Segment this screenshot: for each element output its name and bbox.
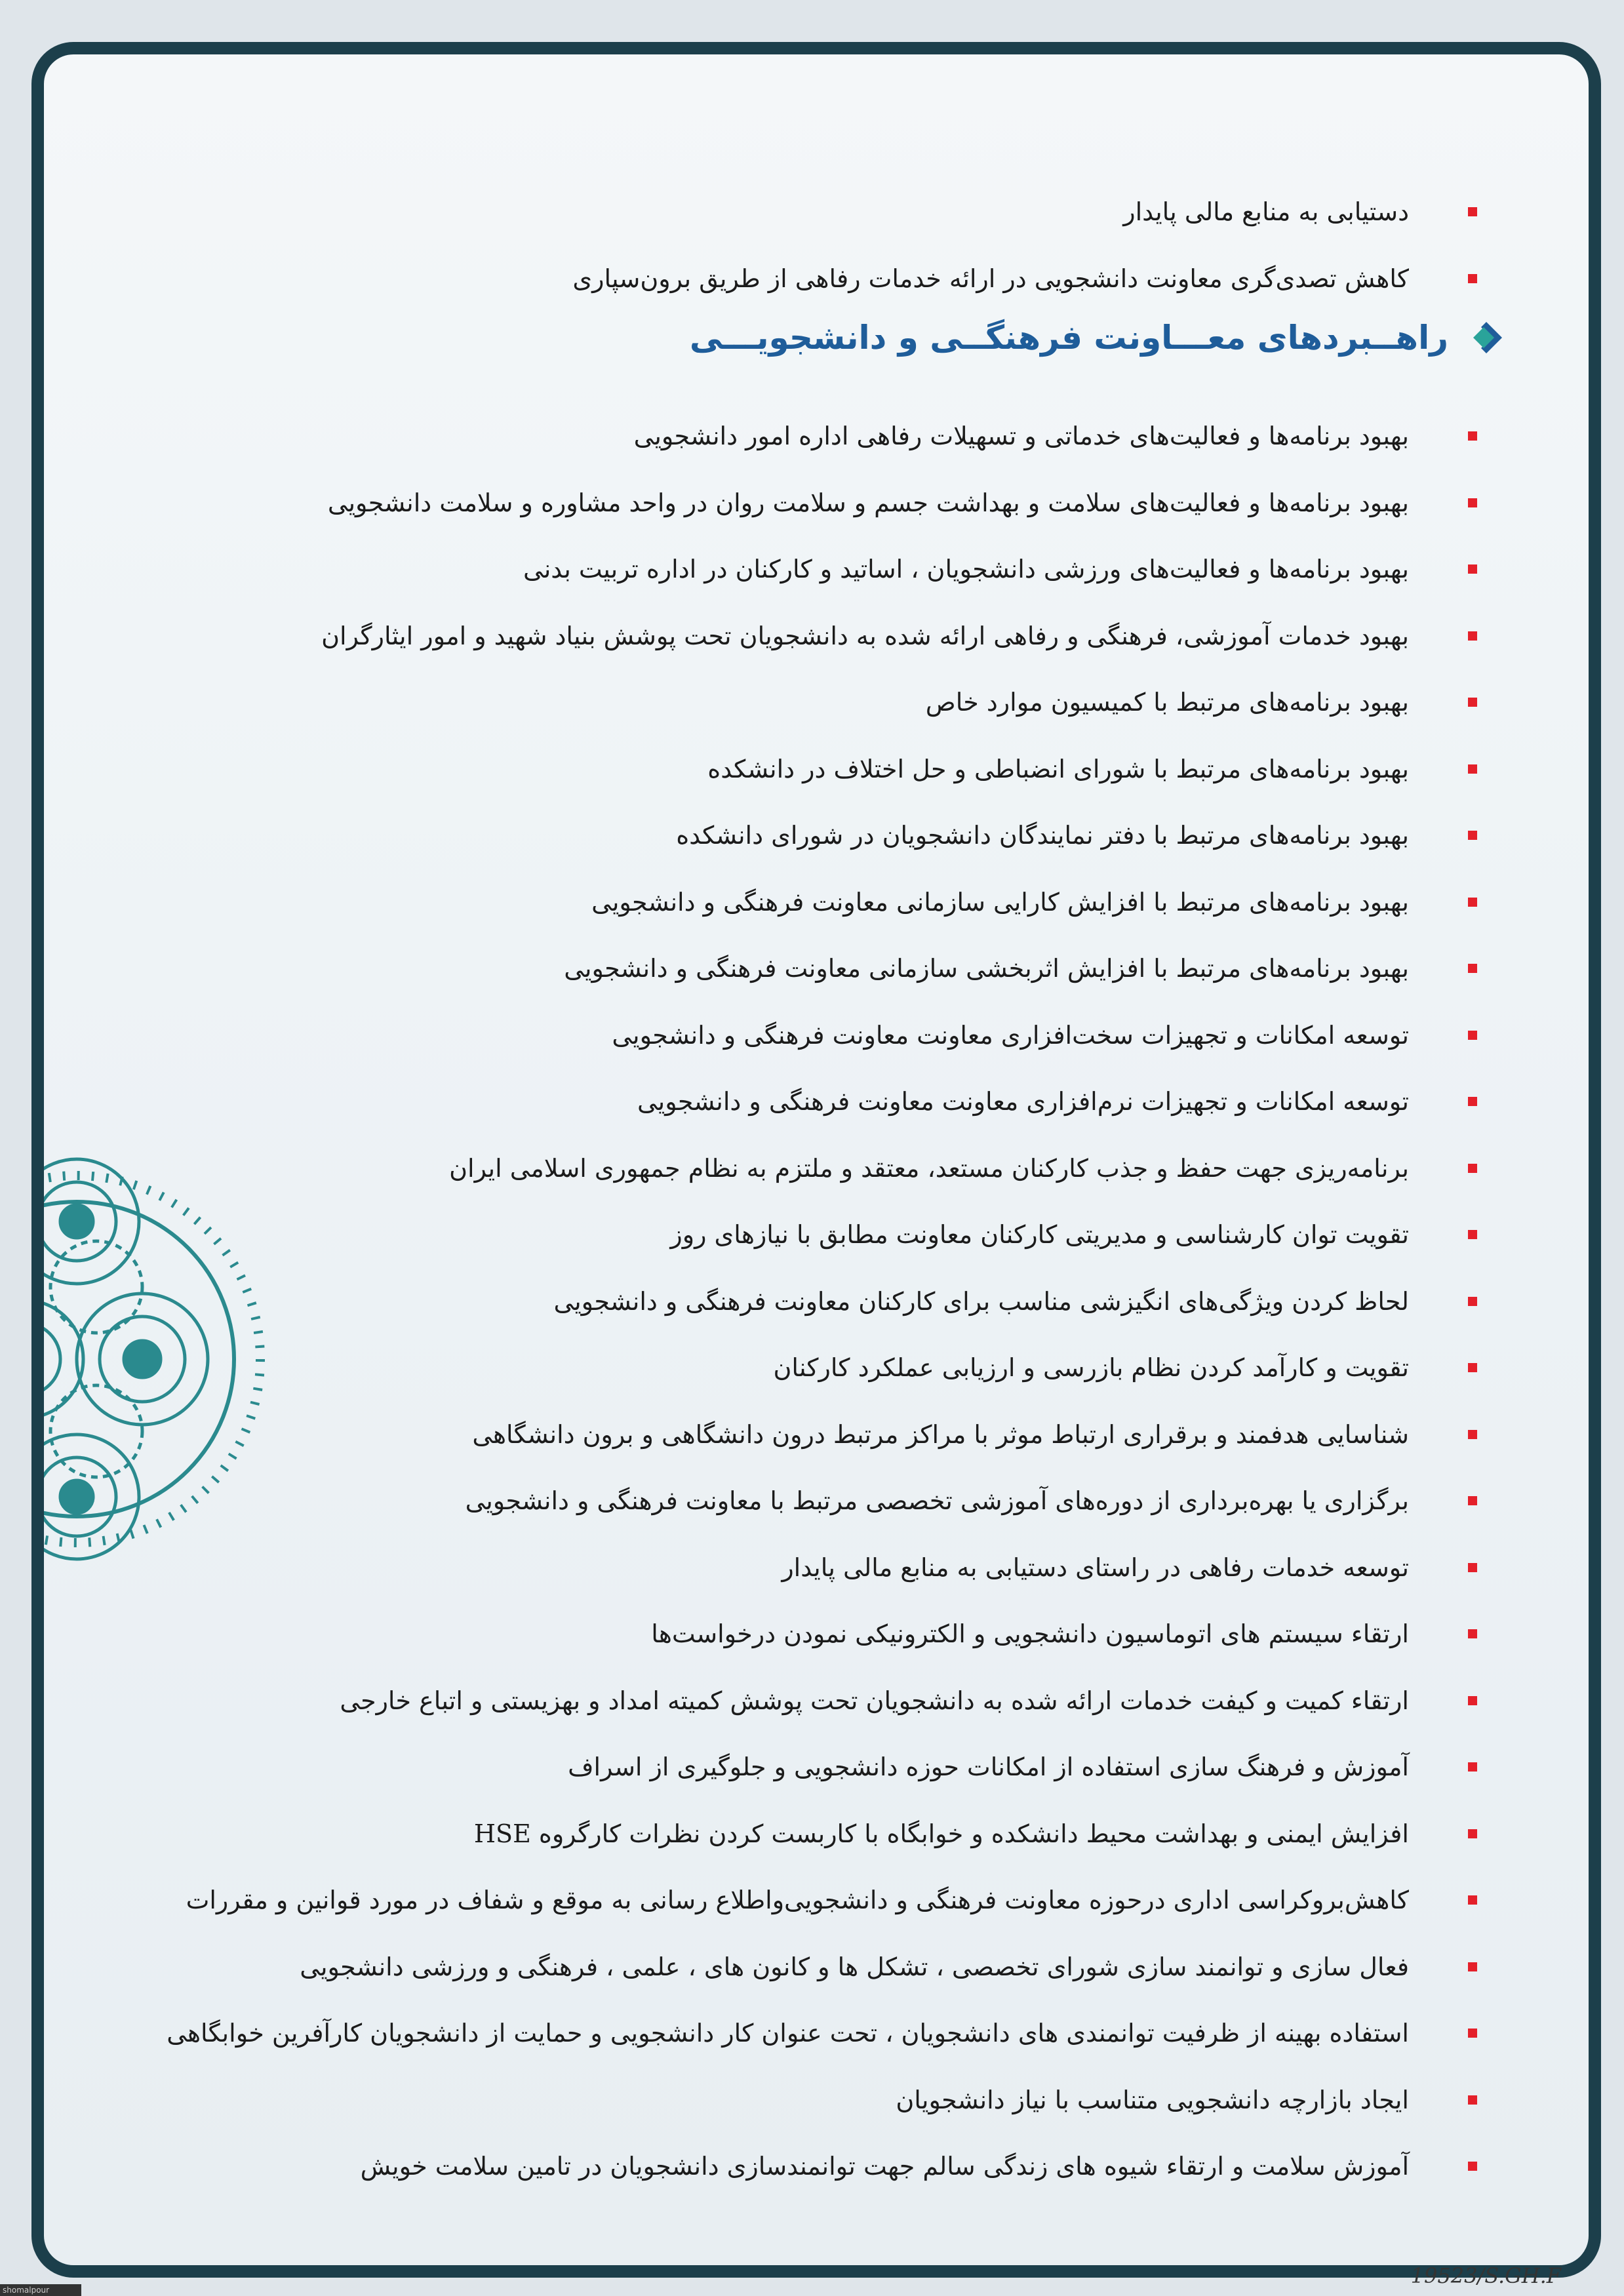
list-item xyxy=(123,1934,1477,2001)
square-bullet-icon xyxy=(1468,1496,1477,1505)
list-item xyxy=(123,669,1477,736)
list-item xyxy=(123,2067,1477,2134)
list-item xyxy=(123,1136,1477,1202)
square-bullet-icon xyxy=(1468,1629,1477,1638)
square-bullet-icon xyxy=(1468,631,1477,641)
list-item xyxy=(123,246,1477,313)
square-bullet-icon xyxy=(1468,898,1477,907)
section-heading-text: راهــبردهای معـــاونت فرهنگــی و دانشجویـــی xyxy=(689,319,1448,357)
list-item xyxy=(123,1601,1477,1668)
strategies-list xyxy=(123,403,1477,2200)
list-item xyxy=(123,1402,1477,1469)
list-item xyxy=(123,2133,1477,2200)
list-item-text: بهبود خدمات آموزشی، فرهنگی و رفاهی ارائه شده به دانشجویان تحت پوشش بنیاد شهید و امور ایثارگران xyxy=(321,621,1409,650)
list-item-text: تقویت توان کارشناسی و مدیریتی کارکنان معاونت مطابق با نیازهای روز xyxy=(670,1220,1409,1249)
list-item-text: استفاده بهینه از ظرفیت توانمندی های دانشجویان ، تحت عنوان کار دانشجویی و حمایت از دانشجویان کارآفرین خوابگاهی xyxy=(167,2019,1409,2048)
list-item-text: برنامه‌ریزی جهت حفظ و جذب کارکنان مستعد، معتقد و ملتزم به نظام جمهوری اسلامی ایران xyxy=(449,1153,1409,1183)
list-item-text: توسعه امکانات و تجهیزات سخت‌افزاری معاونت معاونت فرهنگی و دانشجویی xyxy=(612,1020,1409,1050)
list-item xyxy=(123,936,1477,1002)
intro-list xyxy=(123,179,1477,312)
square-bullet-icon xyxy=(1468,1230,1477,1239)
square-bullet-icon xyxy=(1468,964,1477,973)
square-bullet-icon xyxy=(1468,1762,1477,1771)
list-item-text: بهبود برنامه‌های مرتبط با افزایش اثربخشی سازمانی معاونت فرهنگی و دانشجویی xyxy=(564,954,1409,983)
square-bullet-icon xyxy=(1468,2095,1477,2105)
list-item xyxy=(123,2000,1477,2067)
list-item xyxy=(123,1535,1477,1602)
list-item-text: لحاظ کردن ویژگی‌های انگیزشی مناسب برای کارکنان معاونت فرهنگی و دانشجویی xyxy=(553,1286,1409,1316)
square-bullet-icon xyxy=(1468,831,1477,840)
list-item-text: بهبود برنامه‌های مرتبط با کمیسیون موارد خاص xyxy=(925,688,1409,717)
list-item xyxy=(123,1069,1477,1136)
list-item-text: کاهش تصدی‌گری معاونت دانشجویی در ارائه خدمات رفاهی از طریق برون‌سپاری xyxy=(572,264,1409,293)
list-item xyxy=(123,1468,1477,1535)
list-item-text: شناسایی هدفمند و برقراری ارتباط موثر با مراکز مرتبط درون دانشگاهی و برون دانشگاهی xyxy=(472,1419,1409,1449)
square-bullet-icon xyxy=(1468,1031,1477,1040)
list-item-text: بهبود برنامه‌ها و فعالیت‌های خدماتی و تسهیلات رفاهی اداره امور دانشجویی xyxy=(633,422,1409,450)
corner-watermark: shomalpour xyxy=(0,2284,81,2296)
list-item xyxy=(123,603,1477,670)
square-bullet-icon xyxy=(1468,564,1477,574)
list-item-text: افزایش ایمنی و بهداشت محیط دانشکده و خوابگاه با کاربست کردن نظرات کارگروه HSE xyxy=(473,1819,1409,1848)
square-bullet-icon xyxy=(1468,431,1477,441)
page-frame xyxy=(31,42,1601,2278)
square-bullet-icon xyxy=(1468,1829,1477,1838)
list-item xyxy=(123,403,1477,470)
square-bullet-icon xyxy=(1468,1696,1477,1705)
list-item-text: توسعه خدمات رفاهی در راستای دستیابی به منابع مالی پایدار xyxy=(782,1553,1409,1582)
document-reference: 19523/S.GH.F xyxy=(1410,2263,1561,2288)
square-bullet-icon xyxy=(1468,1563,1477,1572)
list-item-text: تقویت و کارآمد کردن نظام بازرسی و ارزیابی عملکرد کارکنان xyxy=(773,1353,1409,1382)
square-bullet-icon xyxy=(1468,1363,1477,1372)
square-bullet-icon xyxy=(1468,698,1477,707)
list-item xyxy=(123,1335,1477,1402)
section-heading xyxy=(690,317,1516,359)
list-item xyxy=(123,179,1477,246)
list-item xyxy=(123,736,1477,803)
list-item-text: بهبود برنامه‌ها و فعالیت‌های سلامت و بهداشت جسم و سلامت روان در واحد مشاوره و سلامت دانشجویی xyxy=(327,488,1409,517)
list-item xyxy=(123,869,1477,936)
list-item xyxy=(123,1801,1477,1868)
square-bullet-icon xyxy=(1468,2162,1477,2171)
square-bullet-icon xyxy=(1468,1962,1477,1971)
list-item-text: بهبود برنامه‌ها و فعالیت‌های ورزشی دانشجویان ، اساتید و کارکنان در اداره تربیت بدنی xyxy=(523,555,1409,584)
list-item xyxy=(123,536,1477,603)
list-item-text: ارتقاء سیستم های اتوماسیون دانشجویی و الکترونیکی نمودن درخواست‌ها xyxy=(651,1619,1409,1648)
list-item-text: توسعه امکانات و تجهیزات نرم‌افزاری معاونت معاونت فرهنگی و دانشجویی xyxy=(637,1087,1409,1116)
list-item xyxy=(123,1668,1477,1735)
list-item xyxy=(123,802,1477,869)
list-item-text: بهبود برنامه‌های مرتبط با افزایش کارایی سازمانی معاونت فرهنگی و دانشجویی xyxy=(591,887,1409,917)
list-item-text: آموزش سلامت و ارتقاء شیوه های زندگی سالم جهت توانمندسازی دانشجویان در تامین سلامت خویش xyxy=(360,2152,1409,2181)
list-item xyxy=(123,1867,1477,1934)
list-item-text: بهبود برنامه‌های مرتبط با شورای انضباطی و حل اختلاف در دانشکده xyxy=(707,754,1409,783)
square-bullet-icon xyxy=(1468,1297,1477,1306)
list-item xyxy=(123,1202,1477,1269)
list-item-text: آموزش و فرهنگ سازی استفاده از امکانات حوزه دانشجویی و جلوگیری از اسراف xyxy=(568,1752,1409,1781)
square-bullet-icon xyxy=(1468,2029,1477,2038)
list-item xyxy=(123,470,1477,537)
list-item-text: برگزاری یا بهره‌برداری از دوره‌های آموزشی تخصصی مرتبط با معاونت فرهنگی و دانشجویی xyxy=(465,1486,1409,1515)
square-bullet-icon xyxy=(1468,498,1477,507)
list-item xyxy=(123,1269,1477,1336)
double-chevron-diamond-icon xyxy=(1464,317,1516,359)
square-bullet-icon xyxy=(1468,274,1477,283)
list-item xyxy=(123,1002,1477,1069)
square-bullet-icon xyxy=(1468,1097,1477,1106)
square-bullet-icon xyxy=(1468,764,1477,774)
page-content xyxy=(44,54,1589,2265)
square-bullet-icon xyxy=(1468,1895,1477,1905)
square-bullet-icon xyxy=(1468,207,1477,216)
square-bullet-icon xyxy=(1468,1430,1477,1439)
list-item-text: ارتقاء کمیت و کیفت خدمات ارائه شده به دانشجویان تحت پوشش کمیته امداد و بهزیستی و اتباع خارجی xyxy=(340,1686,1409,1715)
list-item-text: ایجاد بازارچه دانشجویی متناسب با نیاز دانشجویان xyxy=(896,2085,1409,2114)
square-bullet-icon xyxy=(1468,1164,1477,1173)
list-item-text: کاهش‌بروکراسی اداری درحوزه معاونت فرهنگی و دانشجویی‌واطلاع رسانی به موقع و شفاف در مورد قوانین و مقررات xyxy=(186,1886,1409,1914)
list-item-text: فعال سازی و توانمند سازی شورای تخصصی ، تشکل ها و کانون های ، علمی ، فرهنگی و ورزشی دانشجویی xyxy=(300,1952,1409,1981)
list-item xyxy=(123,1734,1477,1801)
list-item-text: بهبود برنامه‌های مرتبط با دفتر نمایندگان دانشجویان در شورای دانشکده xyxy=(676,821,1409,850)
list-item-text: دستیابی به منابع مالی پایدار xyxy=(1123,197,1409,226)
